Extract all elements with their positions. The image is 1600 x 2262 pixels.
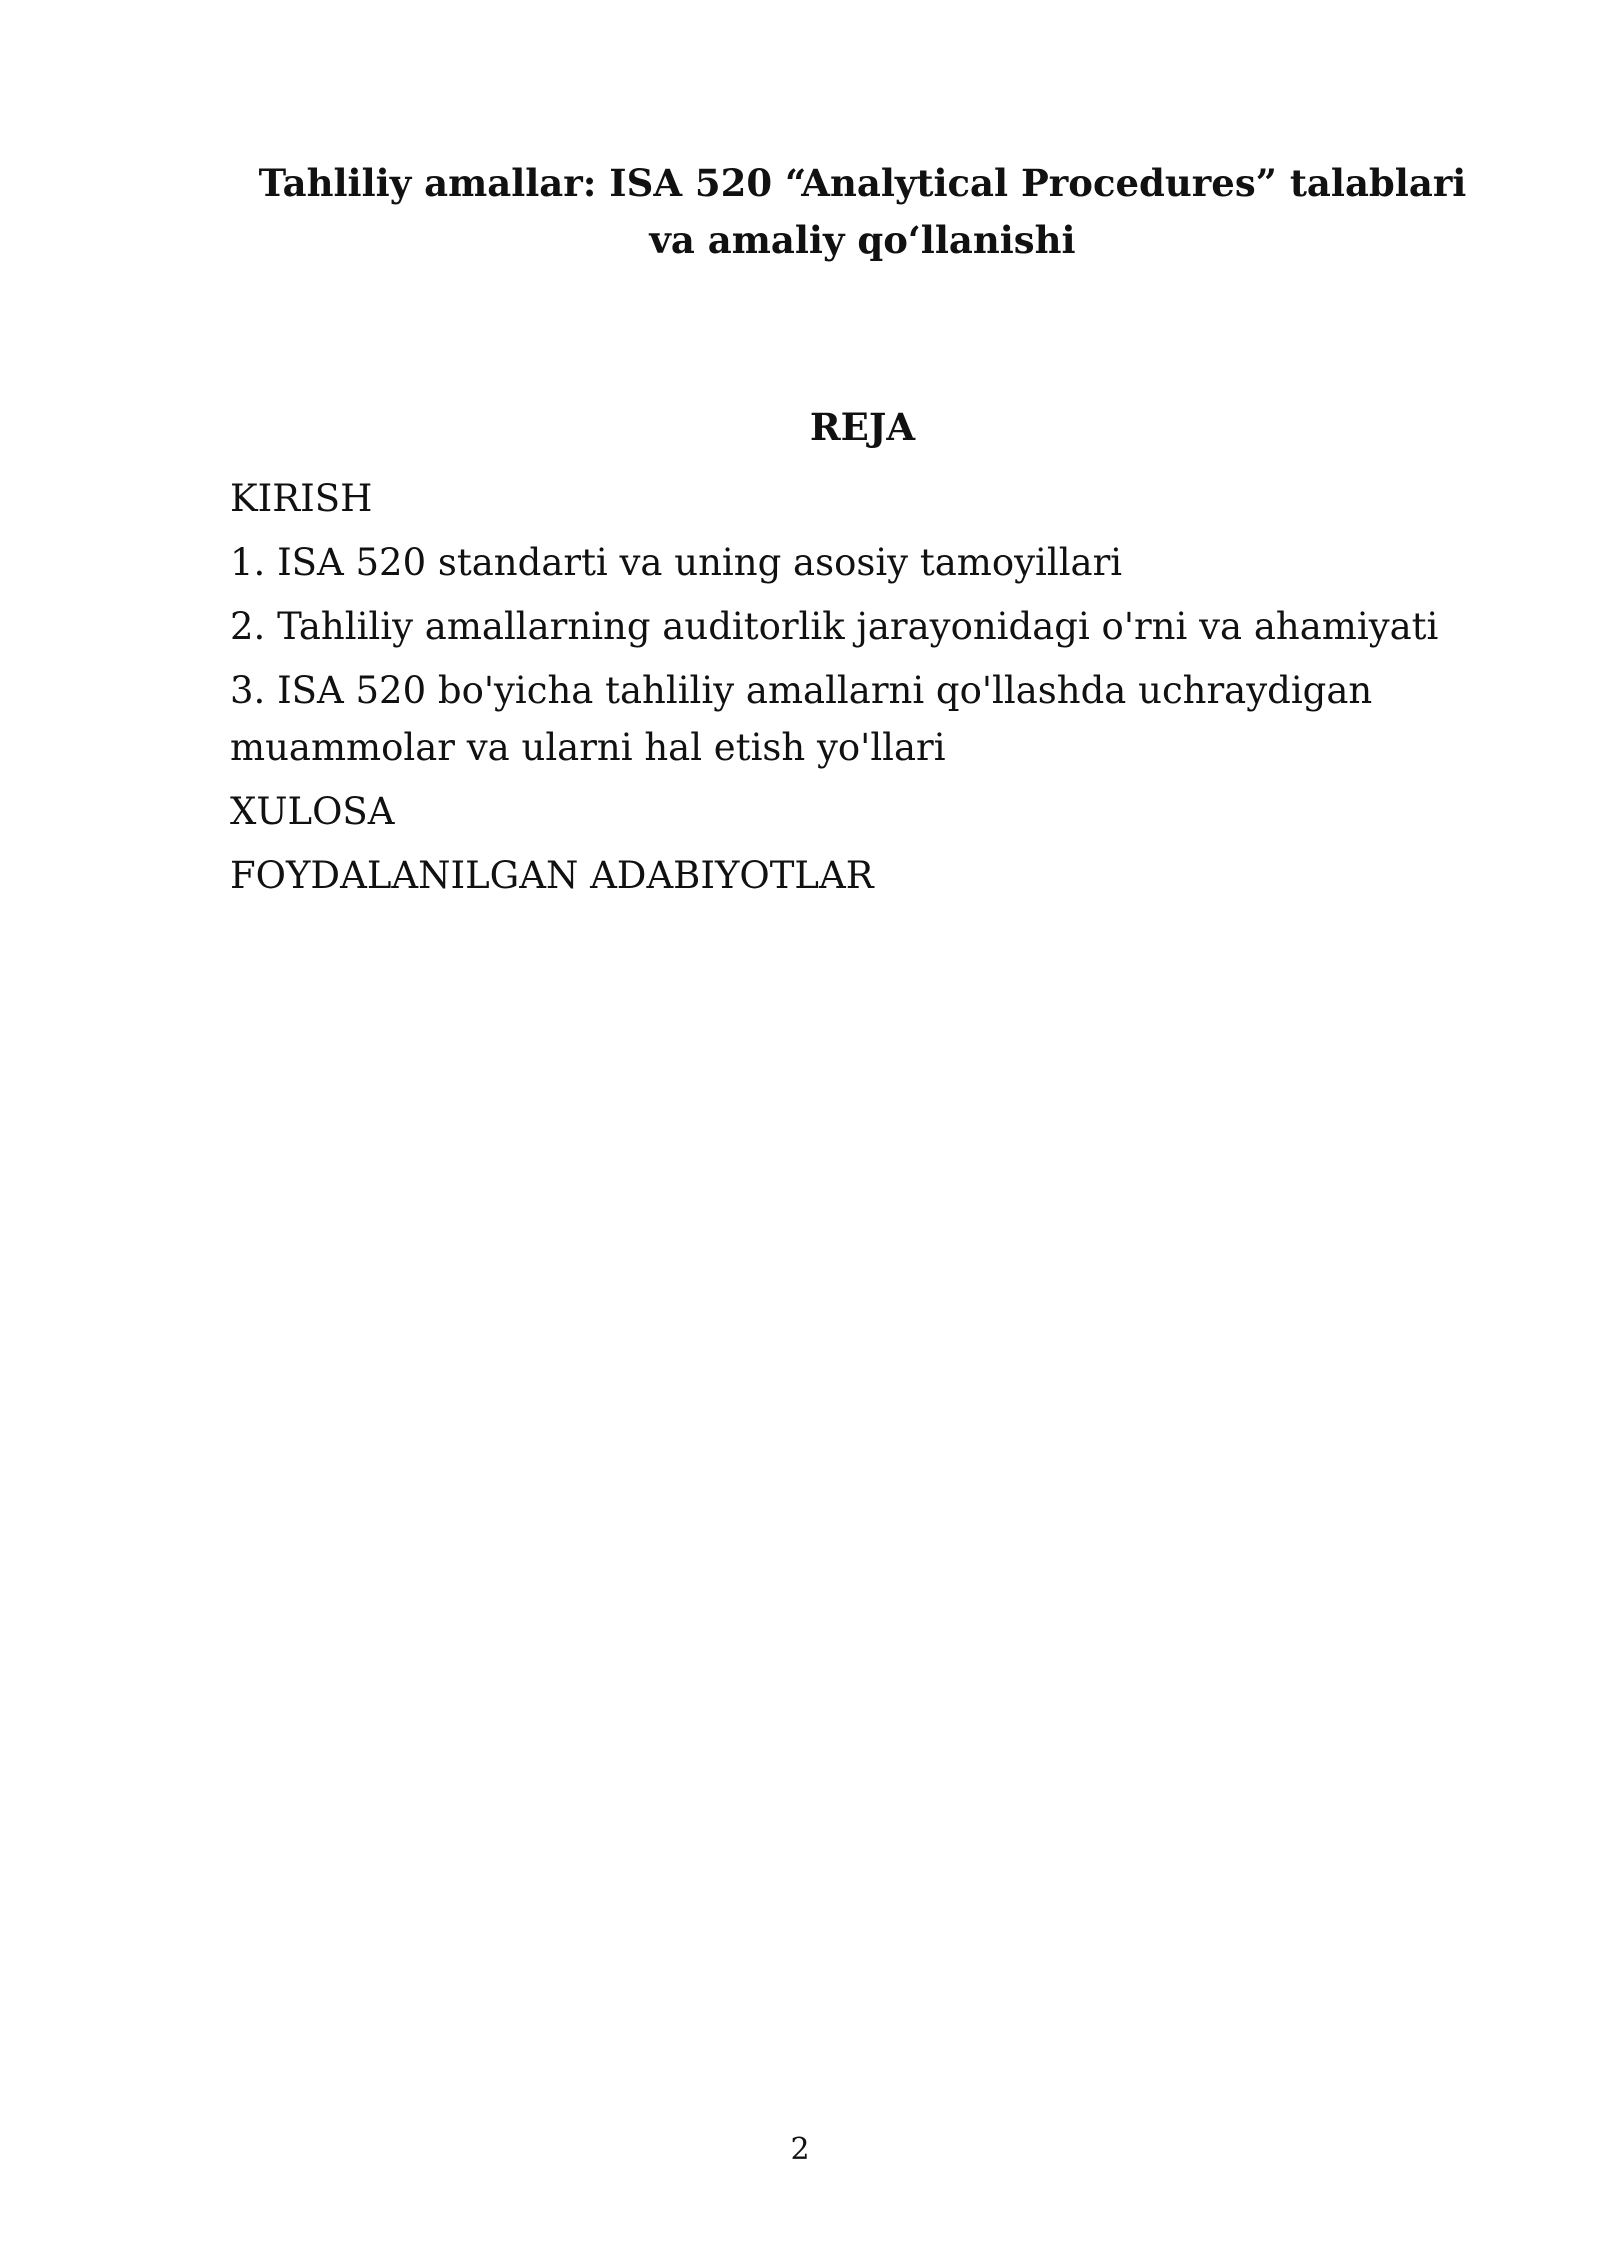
plan-item-conclusion: XULOSA <box>230 790 395 833</box>
plan-item-references: FOYDALANILGAN ADABIYOTLAR <box>230 854 874 897</box>
document-title: Tahliliy amallar: ISA 520 “Analytical Procedures” talablari va amaliy qo‘llanishi <box>258 161 1467 262</box>
plan-item-chapter-1: 1. ISA 520 standarti va uning asosiy tamoyillari <box>230 541 1123 584</box>
plan-heading: REJA <box>809 405 916 449</box>
plan-item-chapter-3: 3. ISA 520 bo'yicha tahliliy amallarni qo'llashda uchraydigan muammolar va ularni hal etish yo'llari <box>230 669 1373 769</box>
plan-item-introduction: KIRISH <box>230 477 373 520</box>
plan-list <box>230 470 1495 911</box>
page-number: 2 <box>790 2132 810 2167</box>
plan-item-chapter-2: 2. Tahliliy amallarning auditorlik jarayonidagi o'rni va ahamiyati <box>230 605 1439 648</box>
